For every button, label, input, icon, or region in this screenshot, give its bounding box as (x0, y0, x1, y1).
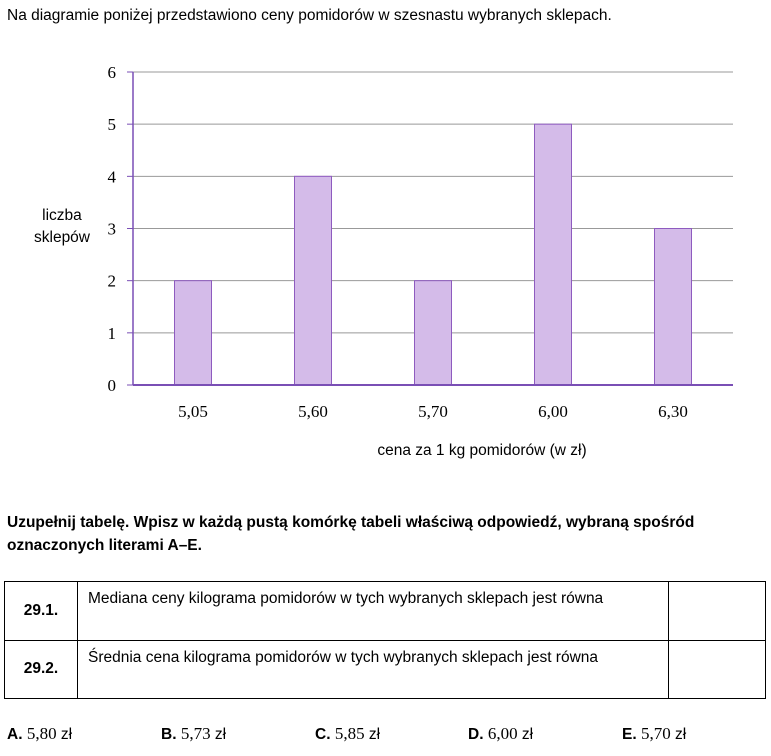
option-letter: D. (468, 726, 484, 743)
option-value: 5,70 (640, 724, 671, 743)
bar (295, 176, 332, 385)
chart-bars (175, 124, 692, 385)
task-number: 29.2. (5, 640, 78, 699)
bar (535, 124, 572, 385)
y-tick-label: 1 (107, 323, 116, 343)
option-a (7, 724, 72, 744)
instruction-text: Uzupełnij tabelę. Wpisz w każdą pustą komórkę tabeli właściwą odpowiedź, wybraną spośród oznaczonych literami A–E. (7, 514, 695, 554)
task-table (4, 581, 766, 699)
option-letter: B. (161, 726, 177, 743)
bar (175, 281, 212, 385)
option-value: 5,73 (180, 724, 211, 743)
y-axis-label-line-2: sklepów (34, 229, 90, 246)
option-e (622, 724, 686, 744)
option-unit: zł (214, 726, 227, 743)
x-tick-label: 6,00 (538, 402, 568, 421)
bar (655, 229, 692, 386)
y-tick-label: 4 (107, 167, 116, 187)
option-unit: zł (60, 726, 73, 743)
task-question: Mediana ceny kilograma pomidorów w tych wybranych sklepach jest równa (78, 582, 669, 641)
option-unit: zł (368, 726, 381, 743)
x-tick-label: 5,60 (298, 402, 328, 421)
option-unit: zł (521, 726, 534, 743)
task-row (5, 640, 766, 699)
option-value: 6,00 (487, 724, 518, 743)
option-c (315, 724, 380, 744)
option-b (161, 724, 226, 744)
chart-y-ticks (108, 63, 117, 395)
x-tick-label: 5,70 (418, 402, 448, 421)
x-axis-label: cena za 1 kg pomidorów (w zł) (377, 442, 587, 459)
option-letter: C. (315, 726, 331, 743)
chart-x-ticks (178, 402, 688, 421)
bar (415, 281, 452, 385)
answer-cell[interactable] (669, 640, 766, 699)
y-tick-label: 5 (107, 115, 116, 135)
task-question: Średnia cena kilograma pomidorów w tych wybranych sklepach jest równa (78, 640, 669, 699)
option-value: 5,85 (334, 724, 365, 743)
option-unit: zł (675, 726, 687, 743)
option-value: 5,80 (26, 724, 57, 743)
y-axis-label-line-1: liczba (42, 207, 82, 224)
y-tick-label: 2 (107, 271, 116, 291)
task-row (5, 582, 766, 641)
x-tick-label: 5,05 (178, 402, 208, 421)
task-number: 29.1. (5, 582, 78, 641)
bar-chart (0, 50, 771, 470)
y-tick-label: 0 (107, 376, 116, 395)
option-letter: A. (7, 726, 23, 743)
answer-cell[interactable] (669, 582, 766, 641)
y-tick-label: 6 (107, 63, 116, 82)
x-tick-label: 6,30 (658, 402, 688, 421)
intro-text: Na diagramie poniżej przedstawiono ceny pomidorów w szesnastu wybranych sklepach. (7, 7, 612, 24)
option-d (468, 724, 533, 744)
option-letter: E. (622, 726, 637, 743)
answer-options (7, 724, 771, 748)
y-tick-label: 3 (107, 219, 116, 239)
